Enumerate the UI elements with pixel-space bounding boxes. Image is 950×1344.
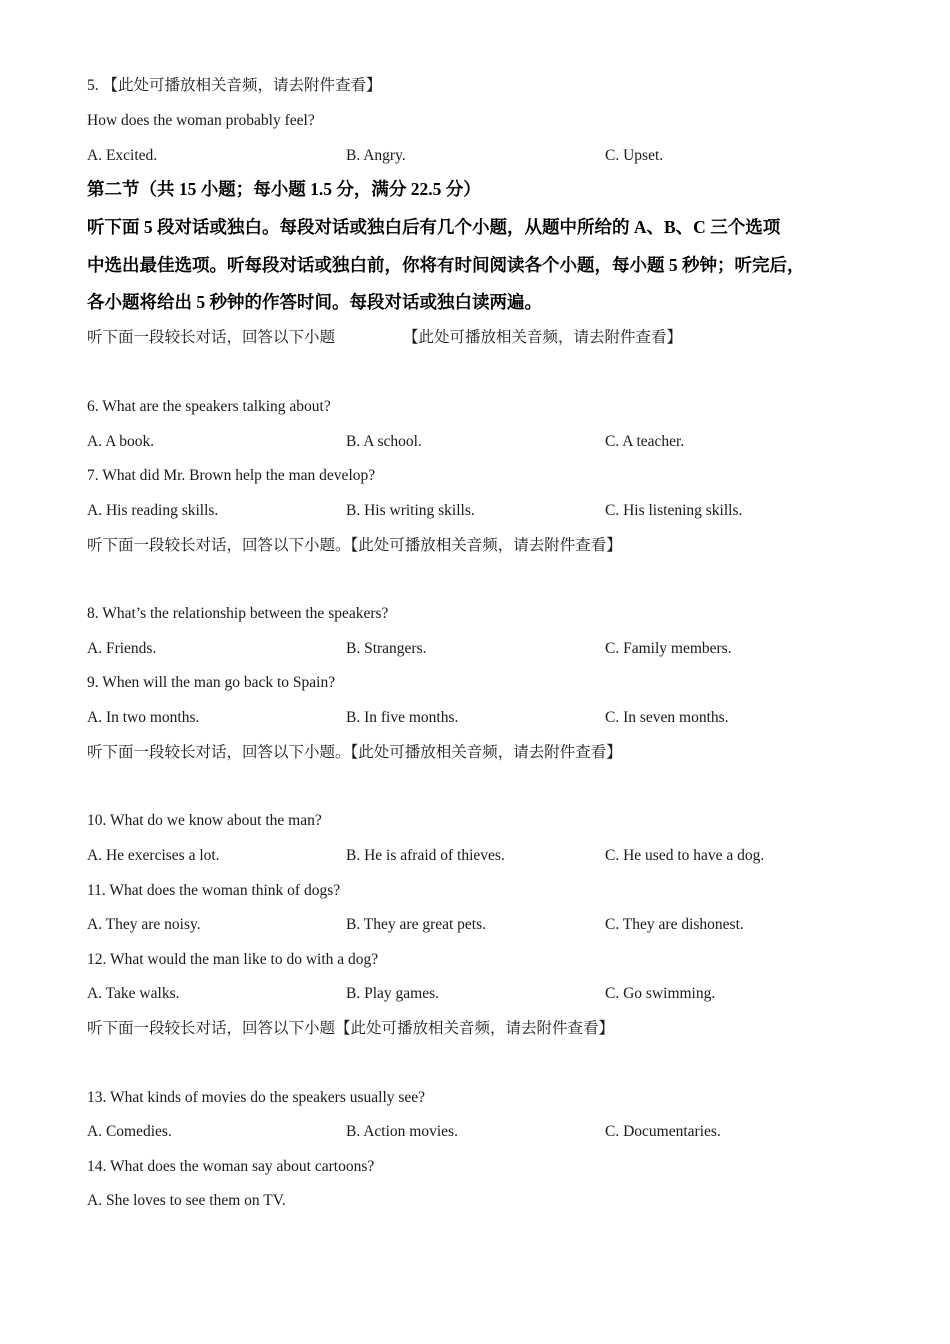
q6-option-a: A. A book. <box>87 433 155 450</box>
dialogue3-intro: 听下面一段较长对话，回答以下小题。【此处可播放相关音频，请去附件查看】 <box>87 744 622 761</box>
q8-option-b: B. Strangers. <box>346 640 427 657</box>
q5-option-a: A. Excited. <box>87 147 158 164</box>
q9-option-a: A. In two months. <box>87 709 200 726</box>
q13-question: 13. What kinds of movies do the speakers usually see? <box>87 1089 426 1106</box>
q12-question: 12. What would the man like to do with a dog? <box>87 951 379 968</box>
section2-instruction-2: 中选出最佳选项。听每段对话或独白前，你将有时间阅读各个小题，每小题 5 秒钟；听完后， <box>87 255 805 275</box>
q12-option-b: B. Play games. <box>346 985 439 1002</box>
dialogue1-intro: 听下面一段较长对话，回答以下小题 <box>87 329 336 346</box>
q13-option-a: A. Comedies. <box>87 1123 172 1140</box>
q9-option-c: C. In seven months. <box>605 709 729 726</box>
q12-option-c: C. Go swimming. <box>605 985 716 1002</box>
q11-option-c: C. They are dishonest. <box>605 916 744 933</box>
q7-option-a: A. His reading skills. <box>87 502 219 519</box>
q9-option-b: B. In five months. <box>346 709 459 726</box>
q11-question: 11. What does the woman think of dogs? <box>87 882 341 899</box>
q11-option-a: A. They are noisy. <box>87 916 201 933</box>
q14-option-a: A. She loves to see them on TV. <box>87 1192 286 1209</box>
q13-option-b: B. Action movies. <box>346 1123 458 1140</box>
q6-option-c: C. A teacher. <box>605 433 685 450</box>
q7-option-c: C. His listening skills. <box>605 502 743 519</box>
section2-instruction-3: 各小题将给出 5 秒钟的作答时间。每段对话或独白读两遍。 <box>87 292 542 312</box>
q10-question: 10. What do we know about the man? <box>87 812 322 829</box>
q5-question: How does the woman probably feel? <box>87 112 315 129</box>
q9-question: 9. When will the man go back to Spain? <box>87 674 336 691</box>
section2-heading: 第二节（共 15 小题；每小题 1.5 分，满分 22.5 分） <box>87 179 481 199</box>
dialogue2-intro: 听下面一段较长对话，回答以下小题。【此处可播放相关音频，请去附件查看】 <box>87 537 622 554</box>
q8-option-a: A. Friends. <box>87 640 157 657</box>
section2-instruction-1: 听下面 5 段对话或独白。每段对话或独白后有几个小题，从题中所给的 A、B、C 三个选项 <box>87 217 781 237</box>
q6-question: 6. What are the speakers talking about? <box>87 398 331 415</box>
q11-option-b: B. They are great pets. <box>346 916 487 933</box>
q7-option-b: B. His writing skills. <box>346 502 475 519</box>
q8-question: 8. What’s the relationship between the speakers? <box>87 605 389 622</box>
q10-option-b: B. He is afraid of thieves. <box>346 847 505 864</box>
q10-option-a: A. He exercises a lot. <box>87 847 220 864</box>
dialogue1-audio-note: 【此处可播放相关音频，请去附件查看】 <box>403 329 683 346</box>
q7-question: 7. What did Mr. Brown help the man develop? <box>87 467 376 484</box>
q13-option-c: C. Documentaries. <box>605 1123 721 1140</box>
q5-option-c: C. Upset. <box>605 147 664 164</box>
q14-question: 14. What does the woman say about cartoons? <box>87 1158 375 1175</box>
q6-option-b: B. A school. <box>346 433 422 450</box>
dialogue4-intro: 听下面一段较长对话，回答以下小题【此处可播放相关音频，请去附件查看】 <box>87 1020 615 1037</box>
q5-label: 5. 【此处可播放相关音频，请去附件查看】 <box>87 77 382 94</box>
q12-option-a: A. Take walks. <box>87 985 180 1002</box>
q5-option-b: B. Angry. <box>346 147 406 164</box>
q8-option-c: C. Family members. <box>605 640 732 657</box>
q10-option-c: C. He used to have a dog. <box>605 847 765 864</box>
